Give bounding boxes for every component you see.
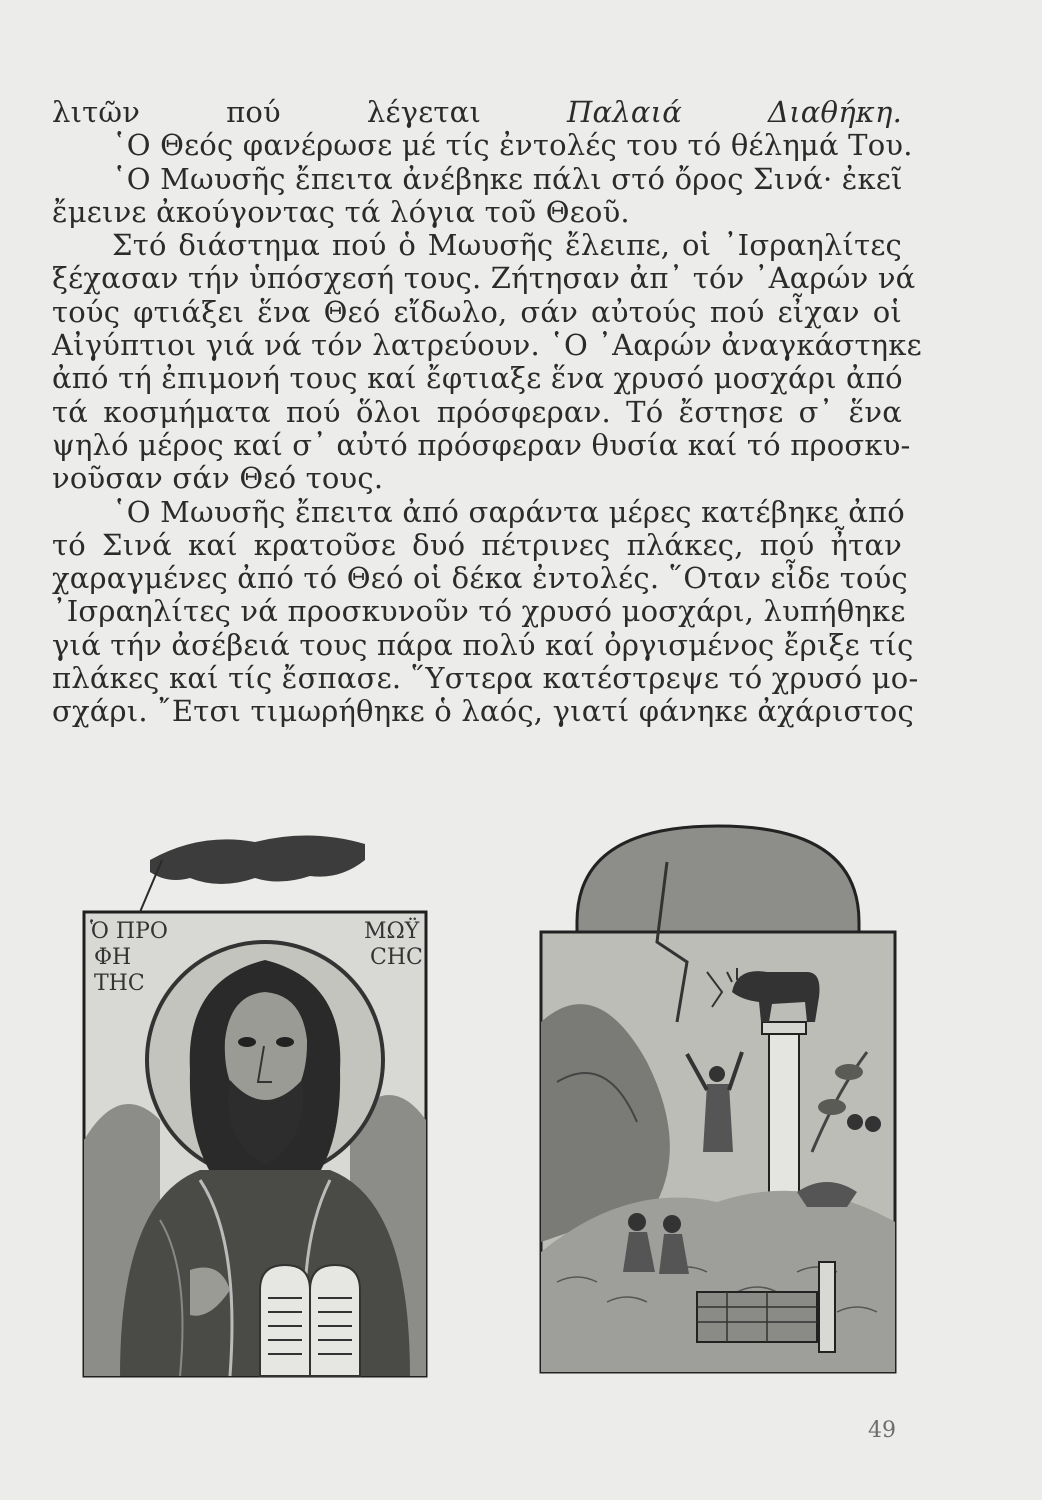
moses-icon-drawing	[80, 820, 430, 1380]
inscription-right-1: ΜΩΫ	[364, 919, 420, 944]
text-line: ῾Ο Θεός φανέρωσε μέ τίς ἐντολές του τό θέλημά Του.	[112, 128, 913, 163]
inscription-right-2: ϹΗϹ	[370, 945, 423, 970]
text-line: ῾Ο Μωυσῆς ἔπειτα ἀνέβηκε πάλι στό ὄρος Σινά· ἐκεῖ	[112, 161, 903, 196]
text-line: ἀπό τή ἐπιμονή τους καί ἔφτιαξε ἕνα χρυσό μοσχάρι ἀπό	[52, 361, 903, 396]
text-line: γιά τήν ἀσέβειά τους πάρα πολύ καί ὀργισμένος ἔριξε τίς	[52, 627, 914, 662]
moses-icon-illustration	[80, 820, 430, 1380]
body-text	[52, 95, 922, 729]
page-number: 49	[868, 1418, 896, 1443]
text-line: τά κοσμήματα πού ὅλοι πρόσφεραν. Τό ἔστησε σ᾿ ἕνα	[52, 394, 902, 429]
text-line-1: λιτῶν πού λέγεται Παλαιά Διαθήκη.	[52, 95, 902, 129]
text-line: ξέχασαν τήν ὑπόσχεσή τους. Ζήτησαν ἀπ᾿ τόν ᾿Ααρών νά	[52, 261, 916, 296]
inscription-left-3: ΤΗϹ	[94, 971, 145, 996]
inscription-left-2: ΦΗ	[94, 945, 132, 970]
text-line: Στό διάστημα πού ὁ Μωυσῆς ἔλειπε, οἱ ᾿Ισραηλίτες	[112, 228, 902, 263]
text-line: πλάκες καί τίς ἔσπασε. ῞Υστερα κατέστρεψε τό χρυσό μο-	[52, 661, 919, 696]
text-line: ᾿Ισραηλίτες νά προσκυνοῦν τό χρυσό μοσχάρι, λυπήθηκε	[52, 594, 906, 629]
text-line: ἔμεινε ἀκούγοντας τά λόγια τοῦ Θεοῦ.	[52, 194, 630, 229]
text-line: νοῦσαν σάν Θεό τους.	[52, 461, 384, 496]
text-line: σχάρι. ῎Ετσι τιμωρήθηκε ὁ λαός, γιατί φάνηκε ἀχάριστος	[52, 694, 914, 729]
text-line: τούς φτιάξει ἕνα Θεό εἴδωλο, σάν αὐτούς πού εἶχαν οἱ	[52, 294, 902, 329]
golden-calf-illustration	[537, 822, 899, 1378]
golden-calf-drawing	[537, 822, 899, 1378]
italic-title: Παλαιά Διαθήκη.	[567, 95, 902, 129]
text-line: χαραγμένες ἀπό τό Θεό οἱ δέκα ἐντολές. ῞Οταν εἶδε τούς	[52, 561, 908, 596]
text-line: Αἰγύπτιοι γιά νά τόν λατρεύουν. ῾Ο ᾿Ααρών ἀναγκάστηκε	[52, 328, 922, 363]
text-line: τό Σινά καί κρατοῦσε δυό πέτρινες πλάκες, πού ἦταν	[52, 527, 902, 562]
text-line: ψηλό μέρος καί σ᾿ αὐτό πρόσφεραν θυσία καί τό προσκυ-	[52, 427, 911, 462]
text-line: ῾Ο Μωυσῆς ἔπειτα ἀπό σαράντα μέρες κατέβηκε ἀπό	[112, 494, 905, 529]
inscription-left-1: Ὁ ΠΡΟ	[90, 919, 168, 944]
